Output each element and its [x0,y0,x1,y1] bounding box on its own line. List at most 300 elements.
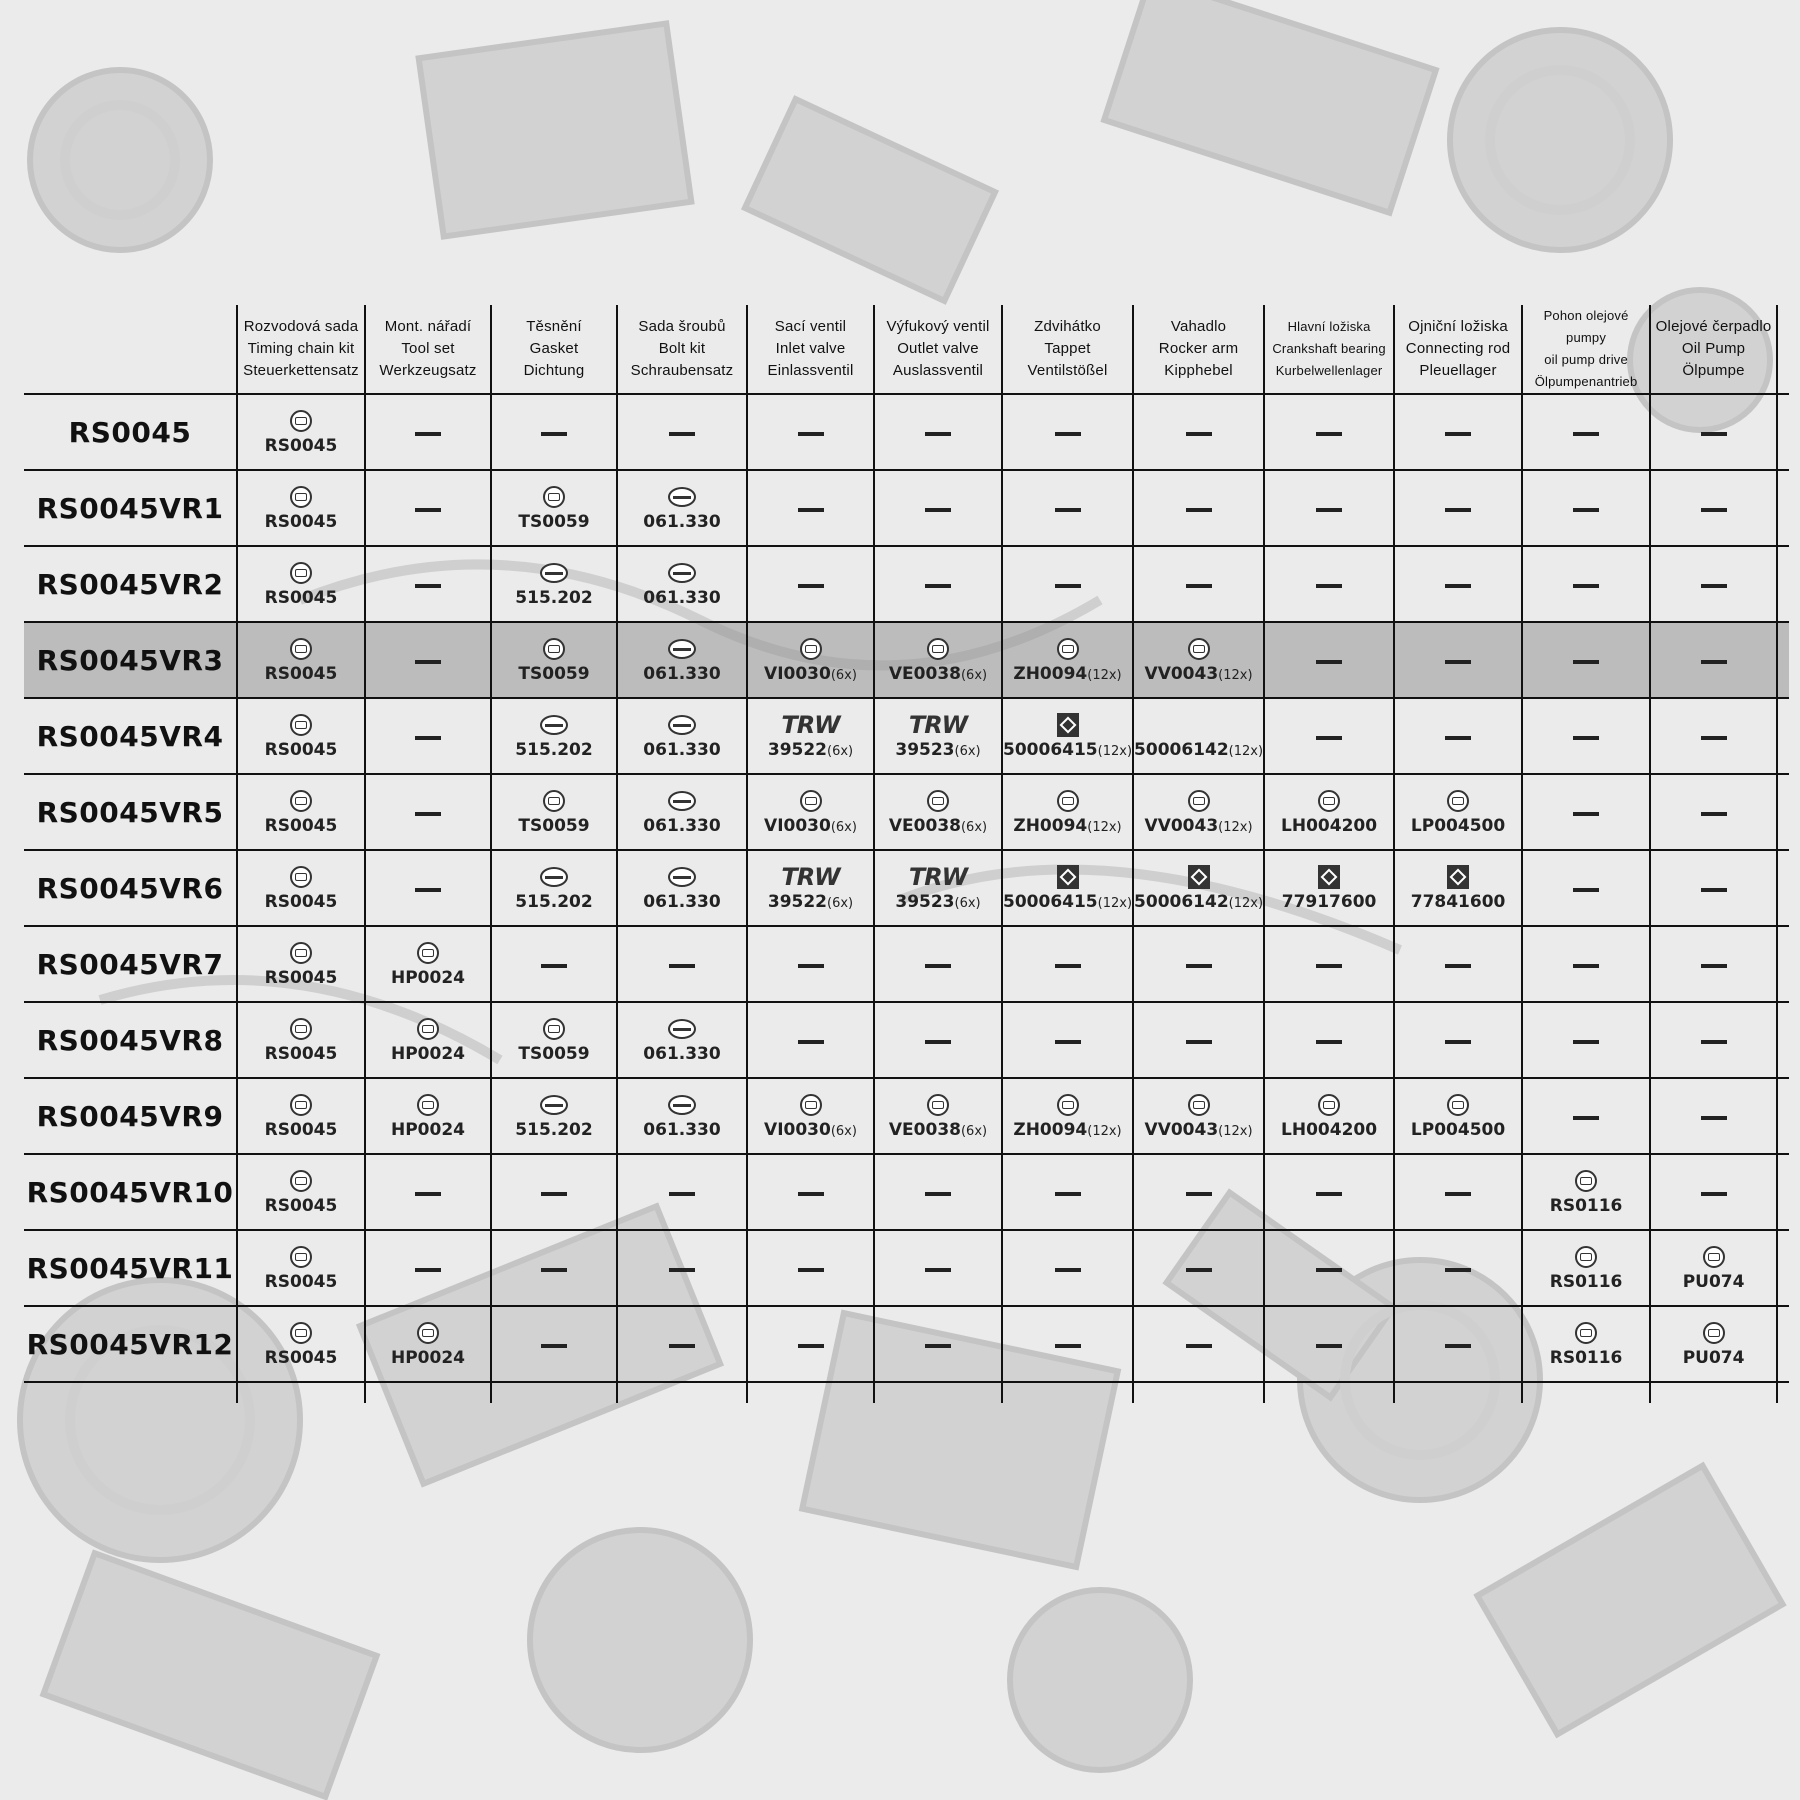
part-cell [617,1002,747,1078]
table-row [24,850,1789,926]
part-cell [874,698,1002,774]
part-number: LH004200 [1281,816,1378,836]
dash-icon [1316,508,1342,512]
part-quantity: (6x) [954,744,981,759]
part-number: VV0043 [1144,664,1219,684]
part-code-line [643,892,720,912]
et-logo-icon [290,1320,312,1346]
bottom-tick-cell [365,1382,491,1403]
dash-icon [798,1268,824,1272]
part-quantity: (12x) [1087,820,1122,835]
part-cell [1002,698,1133,774]
dash-icon [669,432,695,436]
column-header-line: Tappet [1044,340,1091,357]
empty-cell [491,1230,617,1306]
empty-cell [1394,546,1522,622]
row-kit-name: RS0045VR7 [24,926,237,1002]
empty-cell [747,394,874,470]
trailing-cell [1777,850,1789,926]
et-logo-icon [417,1320,439,1346]
part-number: LP004500 [1410,816,1506,836]
trailing-cell [1777,698,1789,774]
part-code-line [764,816,857,836]
part-cell [617,850,747,926]
dash-icon [1316,584,1342,588]
part-cell [365,1002,491,1078]
part-entry [238,940,364,988]
part-quantity: (12x) [1097,744,1133,759]
table-row [24,1306,1789,1382]
empty-cell [1522,698,1650,774]
et-logo-icon [290,560,312,586]
row-kit-name: RS0045VR1 [24,470,237,546]
dash-icon [1445,584,1471,588]
part-quantity: (6x) [960,820,988,835]
et-logo-icon [927,1092,949,1118]
empty-cell [1522,546,1650,622]
empty-cell [1650,850,1777,926]
bottom-tick-cell [1777,1382,1789,1403]
part-entry [1395,864,1521,912]
part-number: TS0059 [518,664,590,684]
part-entry [618,864,746,912]
part-entry [875,864,1001,912]
bottom-tick-cell [1002,1382,1133,1403]
empty-cell [747,1306,874,1382]
part-code-line [889,664,987,684]
trailing-cell [1777,546,1789,622]
dash-icon [1573,812,1599,816]
trailing-cell [1777,1154,1789,1230]
trw-logo-text: TRW [908,711,968,739]
part-entry [1003,712,1132,760]
elring-logo-icon [540,864,568,890]
table-row [24,394,1789,470]
part-number: 77841600 [1410,892,1506,912]
dash-icon [1055,1344,1081,1348]
part-entry [1003,1092,1132,1140]
part-number: 515.202 [515,1120,593,1140]
column-header-line: Connecting rod [1405,340,1511,357]
dash-icon [798,432,824,436]
empty-cell [1650,1002,1777,1078]
part-cell [874,850,1002,926]
part-cell [1133,1078,1264,1154]
et-logo-icon [927,636,949,662]
part-number: 061.330 [643,740,721,760]
empty-cell [1002,1154,1133,1230]
dash-icon [798,508,824,512]
table-row [24,1230,1789,1306]
part-entry [1134,712,1263,760]
part-cell [747,850,874,926]
empty-cell [874,546,1002,622]
part-cell [1264,1078,1394,1154]
part-number: ZH0094 [1013,1120,1088,1140]
et-logo-icon [1575,1168,1597,1194]
column-header-line: Těsnění [526,318,582,335]
trw-logo-icon [781,864,839,890]
part-cell [491,470,617,546]
column-header [1002,305,1133,394]
row-kit-name: RS0045VR10 [24,1154,237,1230]
part-number: TS0059 [518,816,590,836]
part-code-line [1411,892,1506,912]
empty-cell [1394,698,1522,774]
dash-icon [1055,1040,1081,1044]
part-number: 061.330 [643,1044,721,1064]
et-logo-icon [800,636,822,662]
elring-logo-icon [668,864,696,890]
part-entry [1003,636,1132,684]
bottom-tick-cell [747,1382,874,1403]
dash-icon [1701,432,1727,436]
part-entry [748,636,873,684]
empty-cell [1264,622,1394,698]
column-header-line: Ventilstößel [1027,362,1108,379]
elring-logo-icon [668,636,696,662]
part-number: VE0038 [888,1120,961,1140]
part-entry [492,864,616,912]
part-number: RS0045 [264,588,338,608]
empty-cell [1002,1002,1133,1078]
part-number: RS0045 [264,436,338,456]
empty-cell [1002,1230,1133,1306]
elring-logo-icon [668,712,696,738]
part-cell [237,622,365,698]
dash-icon [1316,1344,1342,1348]
dash-icon [925,1268,951,1272]
part-number: VV0043 [1144,1120,1219,1140]
et-logo-icon [290,712,312,738]
row-kit-name: RS0045VR11 [24,1230,237,1306]
et-logo-icon [1057,636,1079,662]
empty-cell [617,1306,747,1382]
part-cell [491,698,617,774]
dash-icon [1186,508,1212,512]
part-code-line [1411,1120,1505,1140]
part-entry [618,1092,746,1140]
part-number: 061.330 [643,816,721,836]
empty-cell [874,926,1002,1002]
column-header [365,305,491,394]
part-number: 061.330 [643,512,721,532]
part-cell [874,1078,1002,1154]
square-brand-logo-icon [1318,864,1340,890]
part-entry [618,636,746,684]
et-logo-icon [290,1092,312,1118]
column-header [874,305,1002,394]
part-cell [1002,850,1133,926]
et-logo-icon [290,864,312,890]
part-entry [748,712,873,760]
part-entry [492,1092,616,1140]
column-header-line: Crankshaft bearing [1272,341,1386,356]
column-header-line: Gasket [529,340,579,357]
part-cell [617,546,747,622]
part-number: ZH0094 [1013,664,1088,684]
table-row [24,698,1789,774]
column-header-line: Výfukový ventil [886,318,990,335]
trw-logo-text: TRW [908,863,968,891]
empty-cell [1394,1002,1522,1078]
empty-cell [617,1154,747,1230]
dash-icon [798,1192,824,1196]
part-entry [492,712,616,760]
part-cell [1650,1306,1777,1382]
part-code-line [265,1044,338,1064]
part-entry [875,788,1001,836]
part-number: VE0038 [888,816,961,836]
et-logo-icon [543,1016,565,1042]
trw-logo-text: TRW [781,711,840,739]
dash-icon [925,1192,951,1196]
table-row [24,1002,1789,1078]
empty-cell [491,394,617,470]
dash-icon [1573,508,1599,512]
part-number: HP0024 [390,1348,465,1368]
part-entry [1134,1092,1263,1140]
empty-cell [1522,470,1650,546]
part-code-line [518,816,589,836]
empty-cell [1264,926,1394,1002]
bottom-tick-cell [874,1382,1002,1403]
part-entry [238,636,364,684]
column-header-line: oil pump drive [1544,352,1628,367]
part-number: RS0045 [264,816,338,836]
empty-cell [1264,546,1394,622]
empty-cell [1133,1154,1264,1230]
part-entry [366,1092,490,1140]
part-quantity: (6x) [830,668,857,683]
part-code-line [1145,664,1253,684]
dash-icon [541,432,567,436]
dash-icon [1445,660,1471,664]
header-trailing-cell [1777,305,1789,394]
et-logo-icon [417,940,439,966]
et-logo-icon [290,1168,312,1194]
part-code-line [895,740,980,760]
column-header [491,305,617,394]
bottom-tick-cell [491,1382,617,1403]
part-code-line [1013,816,1121,836]
dash-icon [541,1268,567,1272]
column-header [1522,305,1650,394]
column-header-line: Hlavní ložiska [1287,319,1371,334]
part-quantity: (12x) [1218,820,1253,835]
dash-icon [1701,812,1727,816]
dash-icon [1573,736,1599,740]
part-quantity: (12x) [1087,668,1122,683]
part-number: ZH0094 [1013,816,1088,836]
part-code-line [265,1196,338,1216]
part-number: RS0045 [264,740,338,760]
part-number: 515.202 [515,588,593,608]
dash-icon [415,660,441,664]
part-number: VV0043 [1144,816,1219,836]
empty-cell [365,850,491,926]
empty-cell [491,926,617,1002]
et-logo-icon [800,1092,822,1118]
part-number: RS0045 [264,664,338,684]
part-quantity: (12x) [1218,1124,1253,1139]
dash-icon [798,964,824,968]
part-entry [748,1092,873,1140]
empty-cell [1522,1078,1650,1154]
part-number: TS0059 [518,1044,590,1064]
empty-cell [747,470,874,546]
part-code-line [1683,1272,1745,1292]
empty-cell [617,926,747,1002]
part-code-line [518,512,589,532]
part-entry [238,1244,364,1292]
et-logo-icon [290,484,312,510]
part-entry [1134,864,1263,912]
bottom-tick-cell [1650,1382,1777,1403]
part-cell [747,1078,874,1154]
header-corner [24,305,237,394]
part-code-line [643,1120,720,1140]
empty-cell [1133,926,1264,1002]
dash-icon [1445,1192,1471,1196]
dash-icon [1445,964,1471,968]
dash-icon [1701,508,1727,512]
dash-icon [798,584,824,588]
part-quantity: (6x) [960,1124,988,1139]
part-code-line [1683,1348,1745,1368]
et-logo-icon [1057,1092,1079,1118]
empty-cell [874,1002,1002,1078]
column-header-line: Pleuellager [1419,362,1497,379]
part-cell [237,1154,365,1230]
trw-logo-text: TRW [781,863,840,891]
part-number: TS0059 [518,512,590,532]
part-number: RS0045 [264,1044,338,1064]
empty-cell [1522,622,1650,698]
part-cell [237,1002,365,1078]
part-entry [1651,1244,1776,1292]
part-code-line [515,1120,592,1140]
part-entry [238,788,364,836]
part-code-line [391,1348,465,1368]
square-brand-logo-icon [1057,864,1079,890]
trailing-cell [1777,1306,1789,1382]
column-header-line: Rozvodová sada [243,318,359,335]
part-number: LH004200 [1281,1120,1378,1140]
part-entry [238,712,364,760]
part-cell [1522,1306,1650,1382]
part-code-line [515,588,592,608]
column-header-row [24,305,1789,394]
square-brand-logo-icon [1057,712,1079,738]
part-number: 061.330 [643,892,721,912]
trailing-cell [1777,926,1789,1002]
part-code-line [1281,816,1377,836]
dash-icon [925,432,951,436]
part-code-line [518,1044,589,1064]
dash-icon [541,1344,567,1348]
empty-cell [1002,926,1133,1002]
empty-cell [747,1002,874,1078]
part-code-line [265,892,338,912]
part-cell [1002,622,1133,698]
empty-cell [1522,1002,1650,1078]
dash-icon [1701,964,1727,968]
dash-icon [1573,1116,1599,1120]
empty-cell [1002,1306,1133,1382]
part-number: RS0045 [264,1348,338,1368]
part-code-line [265,664,338,684]
row-kit-name: RS0045VR6 [24,850,237,926]
part-entry [875,1092,1001,1140]
part-cell [237,1306,365,1382]
part-cell [874,774,1002,850]
bottom-tick-cell [1264,1382,1394,1403]
dash-icon [415,432,441,436]
et-logo-icon [1575,1244,1597,1270]
part-cell [1264,850,1394,926]
part-number: 77917600 [1281,892,1377,912]
part-cell [1264,774,1394,850]
part-cell [1394,850,1522,926]
part-entry [1265,1092,1393,1140]
table-row [24,774,1789,850]
part-quantity: (12x) [1087,1124,1122,1139]
elring-logo-icon [540,560,568,586]
dash-icon [1186,584,1212,588]
column-header-line: Kipphebel [1164,362,1233,379]
part-cell [237,1078,365,1154]
dash-icon [1055,432,1081,436]
part-number: 50006415 [1003,892,1098,912]
empty-cell [1650,394,1777,470]
part-entry [748,788,873,836]
dash-icon [925,508,951,512]
et-logo-icon [1318,1092,1340,1118]
part-entry [366,1016,490,1064]
part-entry [1651,1320,1776,1368]
part-cell [1133,622,1264,698]
column-header [237,305,365,394]
elring-logo-icon [540,1092,568,1118]
part-code-line [643,740,720,760]
part-entry [492,788,616,836]
part-cell [237,1230,365,1306]
part-number: 061.330 [643,664,721,684]
column-header [1394,305,1522,394]
part-cell [747,774,874,850]
bottom-tick-cell [237,1382,365,1403]
empty-cell [1522,850,1650,926]
column-header-line: Tool set [401,340,455,357]
et-logo-icon [543,484,565,510]
empty-cell [1133,1306,1264,1382]
part-entry [618,1016,746,1064]
part-cell [617,774,747,850]
part-code-line [391,1120,465,1140]
table-row [24,622,1789,698]
part-code-line [643,1044,720,1064]
empty-cell [1264,470,1394,546]
part-code-line [895,892,980,912]
part-entry [1265,864,1393,912]
column-header-line: Sací ventil [774,318,847,335]
dash-icon [1316,1268,1342,1272]
et-logo-icon [417,1092,439,1118]
dash-icon [1055,584,1081,588]
empty-cell [1394,394,1522,470]
part-entry [1003,864,1132,912]
